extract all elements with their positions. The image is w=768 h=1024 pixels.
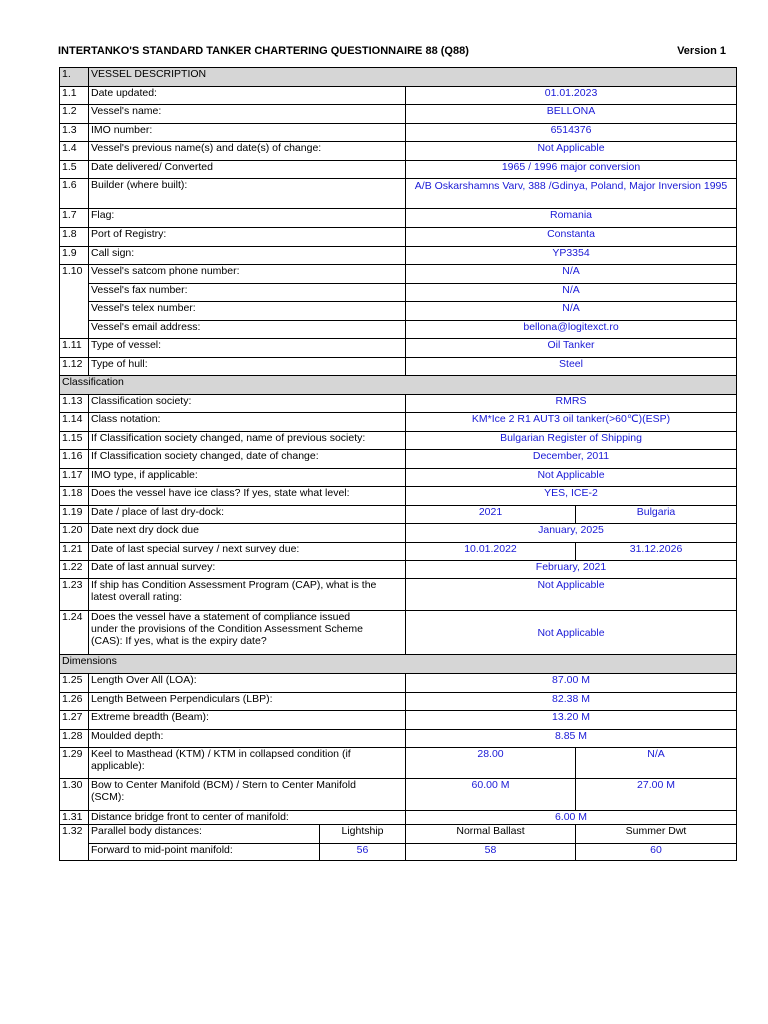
row-value: YES, ICE-2 — [406, 487, 737, 506]
table-row-builder — [60, 179, 737, 209]
table-row — [60, 124, 737, 142]
row-value-2: 31.12.2026 — [576, 543, 737, 561]
table-row — [60, 265, 737, 284]
table-row — [60, 209, 737, 228]
section-classification — [60, 376, 737, 395]
table-row — [60, 711, 737, 730]
row-value: RMRS — [406, 395, 737, 413]
row-value: YP3354 — [406, 247, 737, 265]
row-number: 1.13 — [60, 395, 89, 413]
table-row — [60, 730, 737, 748]
row-label: Date next dry dock due — [89, 524, 406, 543]
row-number: 1.26 — [60, 693, 89, 711]
document-title: INTERTANKO'S STANDARD TANKER CHARTERING QUESTIONNAIRE 88 (Q88) — [58, 45, 469, 57]
table-row-parallel-body — [60, 825, 737, 844]
row-value: 1965 / 1996 major conversion — [406, 161, 737, 179]
row-label: If Classification society changed, name of previous society: — [89, 432, 406, 450]
table-row — [60, 358, 737, 376]
row-value: January, 2025 — [406, 524, 737, 543]
column-lightship: Lightship — [320, 825, 406, 844]
table-row — [60, 161, 737, 179]
row-label-line: Keel to Masthead (KTM) / KTM in collapsed condition (if — [91, 748, 351, 760]
row-value: Oil Tanker — [406, 339, 737, 358]
row-value: N/A — [406, 284, 737, 302]
row-number: 1.19 — [60, 506, 89, 524]
row-value: 13.20 M — [406, 711, 737, 730]
row-value: Not Applicable — [406, 611, 737, 655]
row-label: Type of vessel: — [89, 339, 406, 358]
row-value: December, 2011 — [406, 450, 737, 469]
table-row — [60, 506, 737, 524]
table-row-ktm — [60, 748, 737, 779]
row-number: 1.18 — [60, 487, 89, 506]
row-number: 1.16 — [60, 450, 89, 469]
row-label: Type of hull: — [89, 358, 406, 376]
table-row — [60, 543, 737, 561]
row-label-line: applicable): — [91, 760, 145, 772]
row-number: 1.27 — [60, 711, 89, 730]
table-row — [60, 247, 737, 265]
row-value-1: 2021 — [406, 506, 576, 524]
section-title: VESSEL DESCRIPTION — [89, 68, 737, 87]
row-label: Date / place of last dry-dock: — [89, 506, 406, 524]
row-value: 82.38 M — [406, 693, 737, 711]
row-label-line: If ship has Condition Assessment Program (CAP), what is the — [91, 579, 377, 591]
row-label: Builder (where built): — [89, 179, 406, 209]
row-label-line: (CAS): If yes, what is the expiry date? — [91, 635, 267, 647]
column-summer-dwt: Summer Dwt — [576, 825, 737, 844]
table-row — [60, 339, 737, 358]
column-normal-ballast: Normal Ballast — [406, 825, 576, 844]
row-label-line: latest overall rating: — [91, 591, 183, 603]
row-label: Flag: — [89, 209, 406, 228]
row-number — [60, 321, 89, 339]
document-version: Version 1 — [677, 45, 726, 57]
questionnaire-table — [59, 67, 737, 861]
row-value: KM*Ice 2 R1 AUT3 oil tanker(>60℃)(ESP) — [406, 413, 737, 432]
row-label: Vessel's fax number: — [89, 284, 406, 302]
row-label: Call sign: — [89, 247, 406, 265]
row-value: N/A — [406, 302, 737, 321]
row-value: 8.85 M — [406, 730, 737, 748]
row-value: Not Applicable — [406, 469, 737, 487]
row-label: Vessel's telex number: — [89, 302, 406, 321]
row-number: 1.17 — [60, 469, 89, 487]
row-number-empty — [60, 844, 89, 861]
row-label: IMO type, if applicable: — [89, 469, 406, 487]
table-row — [60, 811, 737, 825]
row-label — [89, 579, 406, 611]
table-row — [60, 432, 737, 450]
table-row-bcm — [60, 779, 737, 811]
row-value: Not Applicable — [406, 142, 737, 161]
section-vessel-description — [60, 68, 737, 87]
row-label: Classification society: — [89, 395, 406, 413]
row-number: 1.20 — [60, 524, 89, 543]
row-label: Date delivered/ Converted — [89, 161, 406, 179]
row-label: Forward to mid-point manifold: — [89, 844, 320, 861]
row-label: Moulded depth: — [89, 730, 406, 748]
row-number: 1.10 — [60, 265, 89, 284]
row-label-line: under the provisions of the Condition Assessment Scheme — [91, 623, 363, 635]
table-row — [60, 284, 737, 302]
section-title: Classification — [60, 376, 737, 395]
row-label: Distance bridge front to center of manifold: — [89, 811, 406, 825]
row-label: Class notation: — [89, 413, 406, 432]
row-value: N/A — [406, 265, 737, 284]
row-label-line: Bow to Center Manifold (BCM) / Stern to Center Manifold — [91, 779, 356, 791]
table-row — [60, 302, 737, 321]
table-row — [60, 105, 737, 124]
table-row — [60, 524, 737, 543]
row-value: 87.00 M — [406, 674, 737, 693]
table-row — [60, 693, 737, 711]
row-value: 6.00 M — [406, 811, 737, 825]
row-number: 1.28 — [60, 730, 89, 748]
table-row — [60, 413, 737, 432]
row-number: 1.31 — [60, 811, 89, 825]
row-label-line: (SCM): — [91, 791, 125, 803]
row-number: 1.25 — [60, 674, 89, 693]
row-value-2: 27.00 M — [576, 779, 737, 811]
row-value: Not Applicable — [406, 579, 737, 611]
row-label: Parallel body distances: — [89, 825, 320, 844]
row-value: Bulgarian Register of Shipping — [406, 432, 737, 450]
row-label: Vessel's email address: — [89, 321, 406, 339]
row-value-1: 10.01.2022 — [406, 543, 576, 561]
row-number: 1.6 — [60, 179, 89, 209]
row-value: bellona@logitexct.ro — [406, 321, 737, 339]
row-number: 1.14 — [60, 413, 89, 432]
section-number: 1. — [60, 68, 89, 87]
row-number — [60, 284, 89, 302]
row-number — [60, 302, 89, 321]
row-label: Length Between Perpendiculars (LBP): — [89, 693, 406, 711]
section-title: Dimensions — [60, 655, 737, 674]
table-row-cas — [60, 611, 737, 655]
table-row — [60, 87, 737, 105]
row-value-2: Bulgaria — [576, 506, 737, 524]
row-label: Vessel's satcom phone number: — [89, 265, 406, 284]
table-row — [60, 228, 737, 247]
row-number: 1.5 — [60, 161, 89, 179]
row-label: Vessel's name: — [89, 105, 406, 124]
row-value: 01.01.2023 — [406, 87, 737, 105]
row-label: Does the vessel have ice class? If yes, state what level: — [89, 487, 406, 506]
row-number: 1.1 — [60, 87, 89, 105]
row-number: 1.30 — [60, 779, 89, 811]
table-row — [60, 561, 737, 579]
row-label-line: Does the vessel have a statement of compliance issued — [91, 611, 351, 623]
row-number: 1.12 — [60, 358, 89, 376]
row-value-1: 60.00 M — [406, 779, 576, 811]
row-number: 1.8 — [60, 228, 89, 247]
table-row — [60, 395, 737, 413]
row-value: Steel — [406, 358, 737, 376]
row-value-normal-ballast: 58 — [406, 844, 576, 861]
row-label: Port of Registry: — [89, 228, 406, 247]
row-label: Date updated: — [89, 87, 406, 105]
row-number: 1.21 — [60, 543, 89, 561]
row-label: Length Over All (LOA): — [89, 674, 406, 693]
row-number: 1.23 — [60, 579, 89, 611]
row-value: A/B Oskarshamns Varv, 388 /Gdinya, Poland, Major Inversion 1995 — [406, 179, 737, 209]
row-value: February, 2021 — [406, 561, 737, 579]
row-label: Vessel's previous name(s) and date(s) of change: — [89, 142, 406, 161]
row-number: 1.24 — [60, 611, 89, 655]
row-label: Date of last annual survey: — [89, 561, 406, 579]
row-value-summer-dwt: 60 — [576, 844, 737, 861]
table-row — [60, 321, 737, 339]
row-value: Constanta — [406, 228, 737, 247]
row-value: BELLONA — [406, 105, 737, 124]
row-number: 1.9 — [60, 247, 89, 265]
row-label: Extreme breadth (Beam): — [89, 711, 406, 730]
row-label — [89, 779, 406, 811]
row-number: 1.15 — [60, 432, 89, 450]
row-value-2: N/A — [576, 748, 737, 779]
row-number: 1.7 — [60, 209, 89, 228]
table-row — [60, 844, 737, 861]
row-number: 1.32 — [60, 825, 89, 844]
row-label — [89, 748, 406, 779]
row-number: 1.29 — [60, 748, 89, 779]
row-number: 1.11 — [60, 339, 89, 358]
row-number: 1.3 — [60, 124, 89, 142]
table-row — [60, 469, 737, 487]
row-value-lightship: 56 — [320, 844, 406, 861]
table-row — [60, 450, 737, 469]
table-row — [60, 142, 737, 161]
table-row — [60, 674, 737, 693]
row-value: Romania — [406, 209, 737, 228]
row-number: 1.4 — [60, 142, 89, 161]
table-row-cap — [60, 579, 737, 611]
section-dimensions — [60, 655, 737, 674]
row-value: 6514376 — [406, 124, 737, 142]
row-value-1: 28.00 — [406, 748, 576, 779]
row-label: Date of last special survey / next survey due: — [89, 543, 406, 561]
row-number: 1.2 — [60, 105, 89, 124]
row-number: 1.22 — [60, 561, 89, 579]
row-label — [89, 611, 406, 655]
row-label: If Classification society changed, date of change: — [89, 450, 406, 469]
row-label: IMO number: — [89, 124, 406, 142]
table-row — [60, 487, 737, 506]
